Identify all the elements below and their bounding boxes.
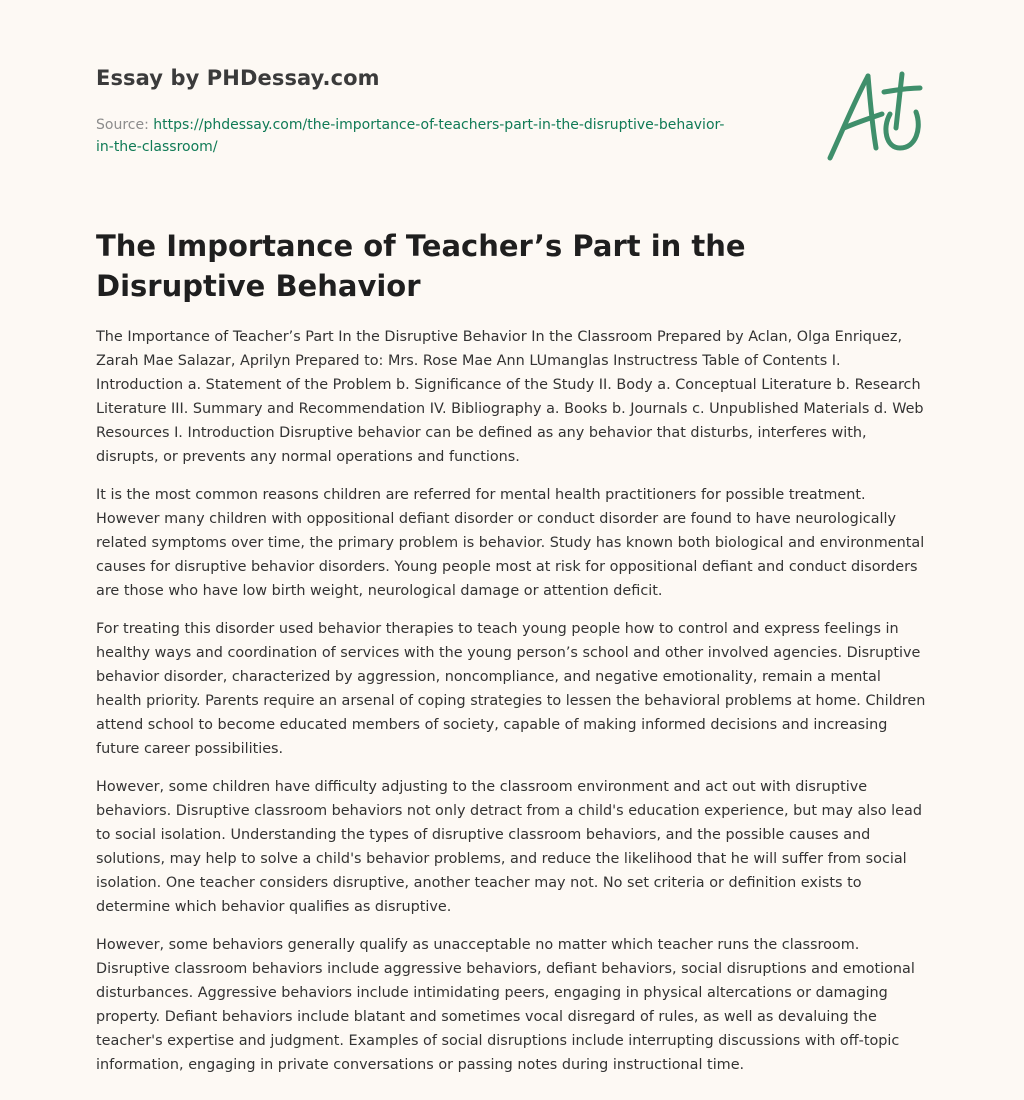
paragraph: For treating this disorder used behavior therapies to teach young people how to control and express feelings in healthy ways and coordination of services with the young person’s school and other involved agencies. Disruptive behavior disorder, characterized by aggression, noncompliance, and negative emotionality, remain a mental health priority. Parents require an arsenal of coping strategies to lessen the behavioral problems at home. Children attend school to become educated members of society, capable of making informed decisions and increasing future career possibilities. [96, 621, 926, 757]
site-brand: Essay by PHDessay.com [96, 66, 380, 90]
article-title: The Importance of Teacher’s Part in the Disruptive Behavior [96, 229, 746, 303]
article-body [96, 325, 928, 1091]
paragraph: However, some behaviors generally qualify as unacceptable no matter which teacher runs the classroom. Disruptive classroom behaviors include aggressive behaviors, defiant behaviors, social disruptions and emotional disturbances. Aggressive behaviors include intimidating peers, engaging in physical altercations or damaging property. Defiant behaviors include blatant and sometimes vocal disregard of rules, as well as devaluing the teacher's expertise and judgment. Examples of social disruptions include interrupting discussions with off-topic information, engaging in private conversations or passing notes during instructional time. [96, 937, 915, 1073]
essay-page [96, 0, 928, 1100]
paragraph: However, some children have difficulty adjusting to the classroom environment and act out with disruptive behaviors. Disruptive classroom behaviors not only detract from a child's education experience, but may also lead to social isolation. Understanding the types of disruptive classroom behaviors, and the possible causes and solutions, may help to solve a child's behavior problems, and reduce the likelihood that he will suffer from social isolation. One teacher considers disruptive, another teacher may not. No set criteria or definition exists to determine which behavior qualifies as disruptive. [96, 779, 922, 915]
source-line [96, 114, 736, 158]
a-plus-grade-icon [824, 66, 928, 166]
paragraph: The Importance of Teacher’s Part In the Disruptive Behavior In the Classroom Prepared by Aclan, Olga Enriquez, Zarah Mae Salazar, Aprilyn Prepared to: Mrs. Rose Mae Ann LUmanglas Instructress Table of Contents I. Introduction a. Statement of the Problem b. Significance of the Study II. Body a. Conceptual Literature b. Research Literature III. Summary and Recommendation IV. Bibliography a. Books b. Journals c. Unpublished Materials d. Web Resources I. Introduction Disruptive behavior can be defined as any behavior that disturbs, interferes with, disrupts, or prevents any normal operations and functions. [96, 329, 924, 465]
paragraph: It is the most common reasons children are referred for mental health practitioners for possible treatment. However many children with oppositional defiant disorder or conduct disorder are found to have neurologically related symptoms over time, the primary problem is behavior. Study has known both biological and environmental causes for disruptive behavior disorders. Young people most at risk for oppositional defiant and conduct disorders are those who have low birth weight, neurological damage or attention deficit. [96, 487, 925, 599]
source-label: Source: [96, 117, 149, 133]
source-link[interactable]: https://phdessay.com/the-importance-of-teachers-part-in-the-disruptive-behavior-in-the-classroom/ [96, 117, 725, 155]
